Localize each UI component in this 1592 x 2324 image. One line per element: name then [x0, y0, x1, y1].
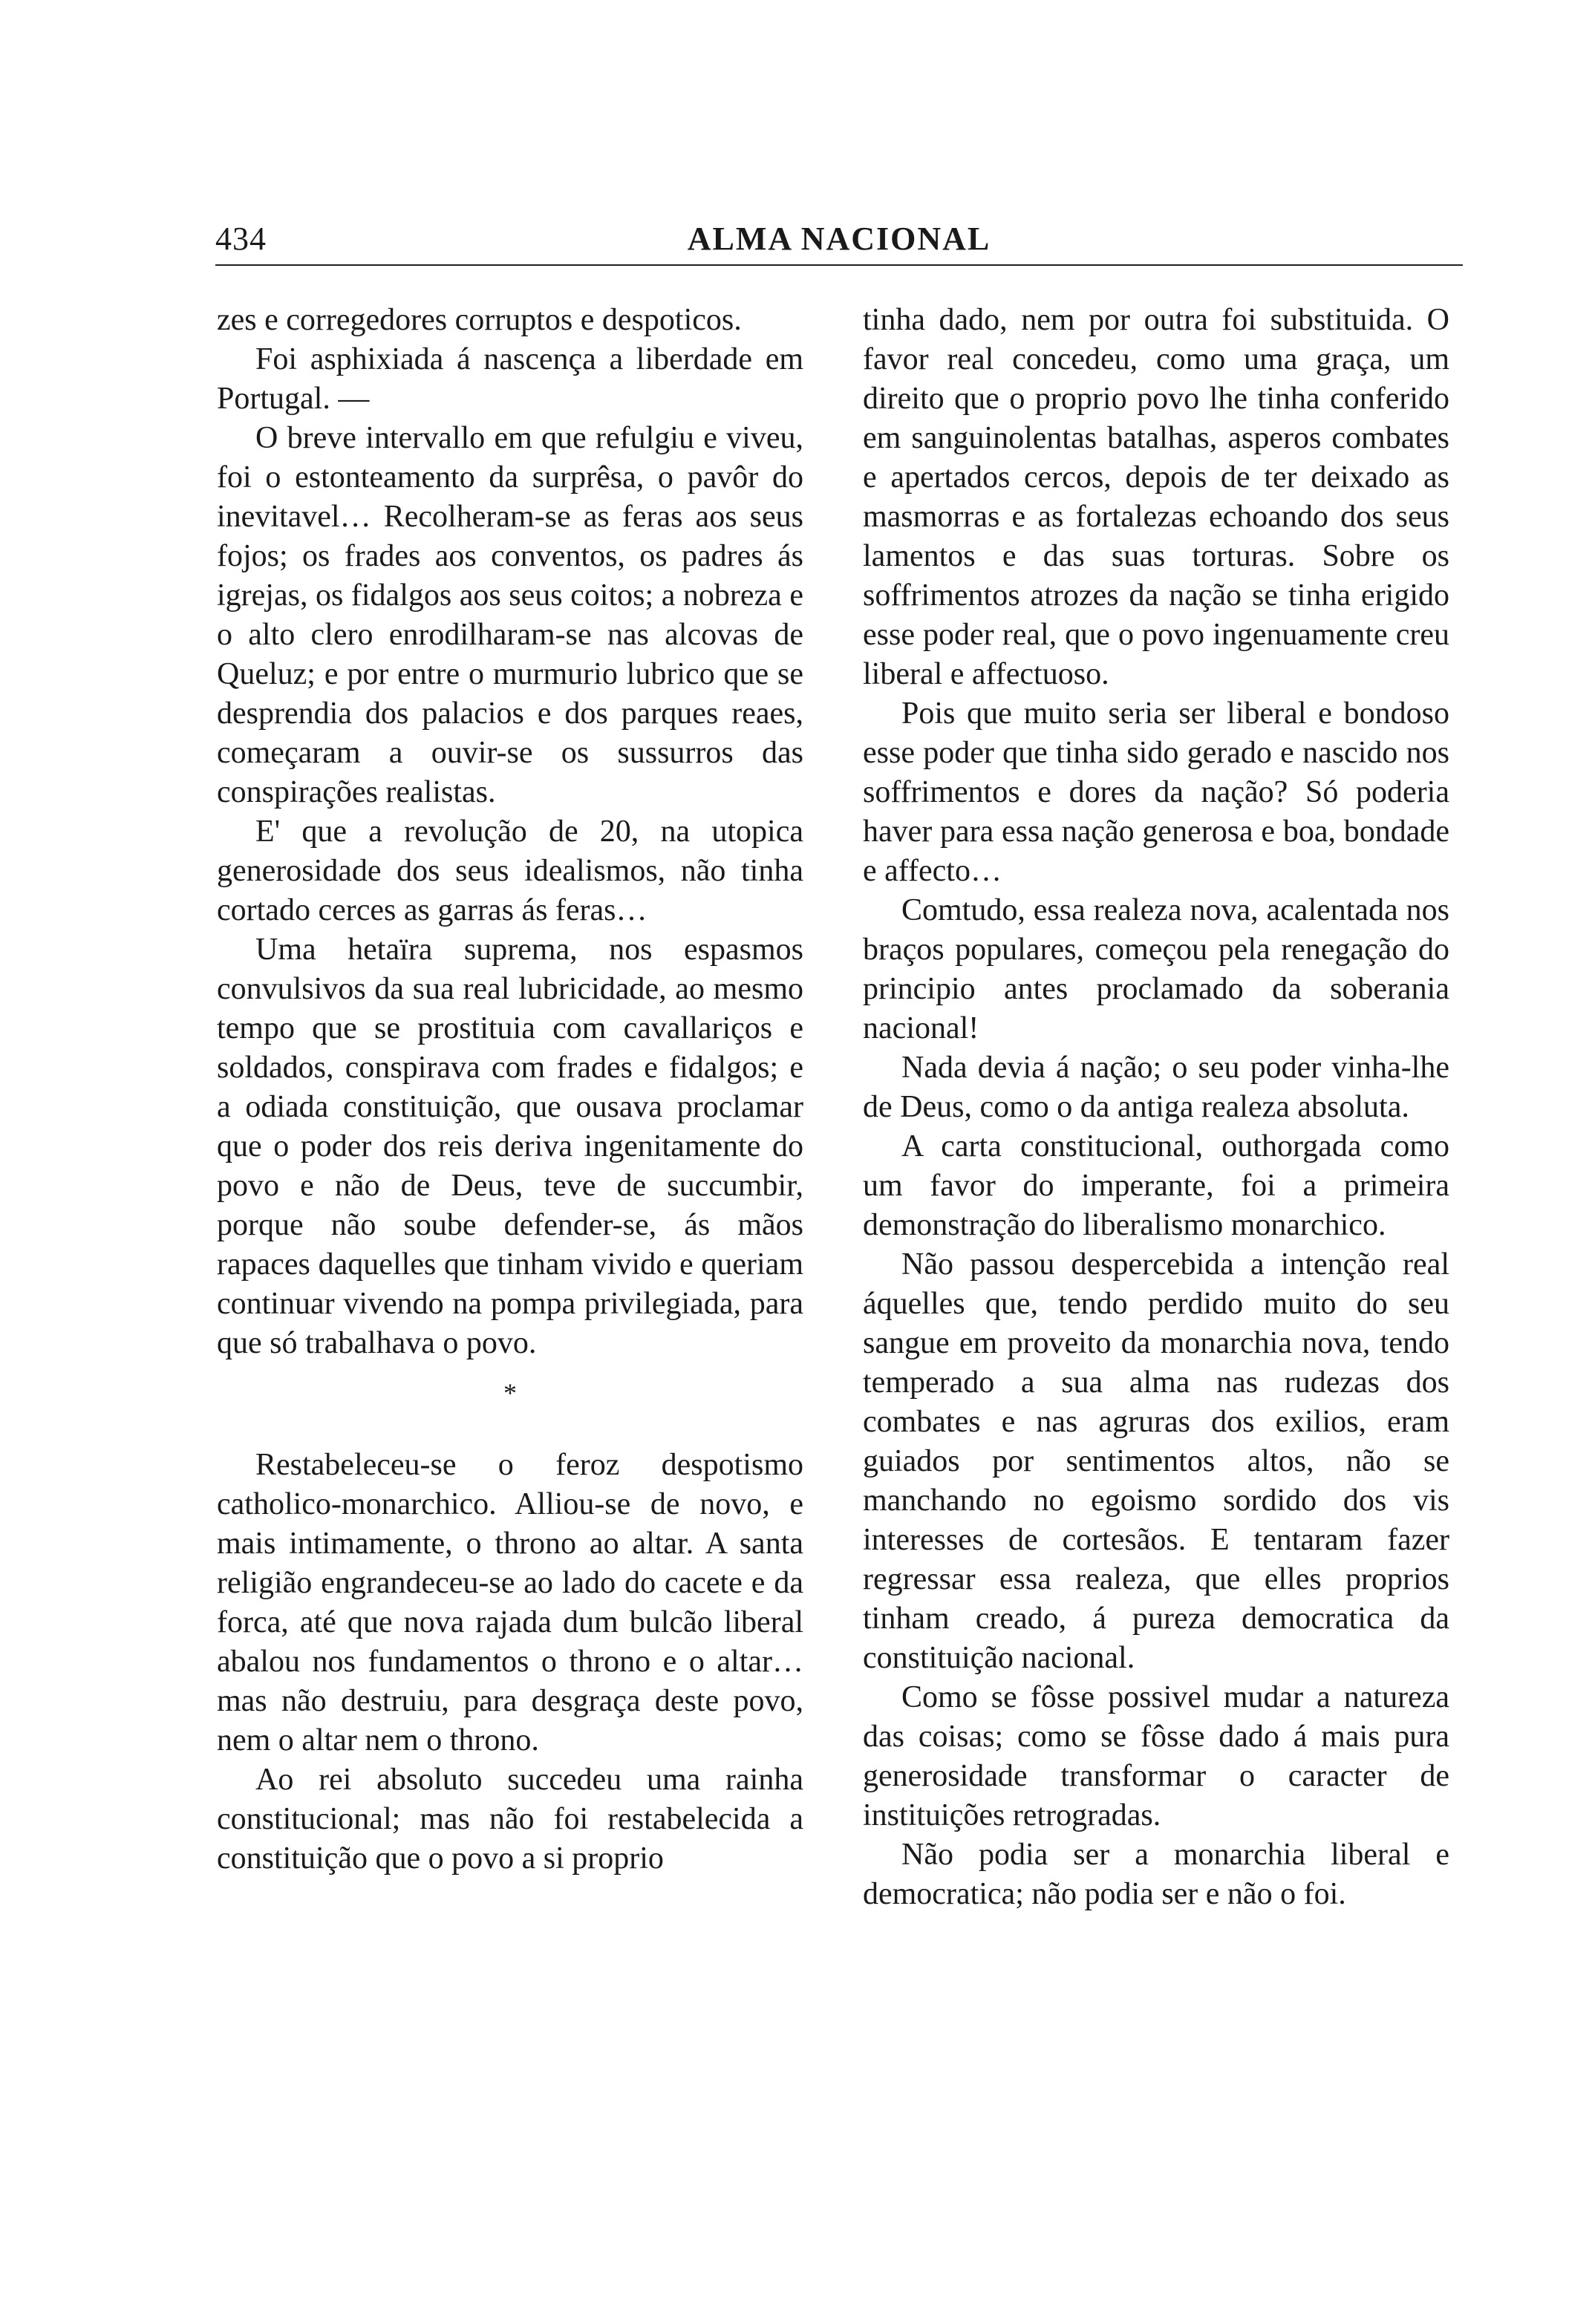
paragraph: tinha dado, nem por outra foi substituida. O favor real concedeu, como uma graça, um direito que o proprio povo lhe tinha conferido em sanguinolentas batalhas, asperos combates e apertados cercos, depois de ter deixado as masmorras e as fortalezas echoando dos seus lamentos e das suas torturas. Sobre os soffrimentos atrozes da nação se tinha erigido esse poder real, que o povo ingenuamente creu liberal e affectuoso. [863, 303, 1449, 691]
header-rule [215, 264, 1463, 266]
paragraph: Como se fôsse possivel mudar a natureza das coisas; como se fôsse dado á mais pura generosidade transformar o caracter de instituições retrogradas. [863, 1680, 1449, 1832]
right-column [863, 301, 1449, 1914]
paragraph: Nada devia á nação; o seu poder vinha-lhe de Deus, como o da antiga realeza absoluta. [863, 1051, 1449, 1124]
paragraph: Foi asphixiada á nascença a liberdade em Portugal. — [217, 342, 803, 416]
paragraph: A carta constitucional, outhorgada como um favor do imperante, foi a primeira demonstração do liberalismo monarchico. [863, 1129, 1449, 1242]
paragraph: Uma hetaïra suprema, nos espasmos convulsivos da sua real lubricidade, ao mesmo tempo que se prostituia com cavallariços e soldados, conspirava com frades e fidalgos; e a odiada constituição, que ousava proclamar que o poder dos reis deriva ingenitamente do povo e não de Deus, teve de succumbir, porque não soube defender-se, ás mãos rapaces daquelles que tinham vivido e queriam continuar vivendo na pompa privilegiada, para que só trabalhava o povo. [217, 933, 803, 1360]
paragraph: O breve intervallo em que refulgiu e viveu, foi o estonteamento da surprêsa, o pavôr do inevitavel… Recolheram-se as feras aos seus fojos; os frades aos conventos, os padres ás igrejas, os fidalgos aos seus coitos; a nobreza e o alto clero enrodilharam-se nas alcovas de Queluz; e por entre o murmurio lubrico que se desprendia dos palacios e dos parques reaes, começaram a ouvir-se os sussurros das conspirações realistas. [217, 421, 803, 809]
left-column [217, 301, 803, 1879]
paragraph: Não passou despercebida a intenção real áquelles que, tendo perdido muito do seu sangue em proveito da monarchia nova, tendo temperado a sua alma nas rudezas dos combates e nas agruras dos exilios, eram guiados por sentimentos altos, não se manchando no egoismo sordido dos vis interesses de cortesãos. E tentaram fazer regressar essa realeza, que elles proprios tinham creado, á pureza democratica da constituição nacional. [863, 1247, 1449, 1675]
paragraph: E' que a revolução de 20, na utopica generosidade dos seus idealismos, não tinha cortado cerces as garras ás feras… [217, 815, 803, 927]
paragraph: Restabeleceu-se o feroz despotismo catholico-monarchico. Alliou-se de novo, e mais intimamente, o throno ao altar. A santa religião engrandeceu-se ao lado do cacete e da forca, até que nova rajada dum bulcão liberal abalou nos fundamentos o throno e o altar… mas não destruiu, para desgraça deste povo, nem o altar nem o throno. [217, 1448, 803, 1757]
running-title: ALMA NACIONAL [687, 221, 991, 257]
page-number: 434 [215, 221, 267, 257]
paragraph: Não podia ser a monarchia liberal e democratica; não podia ser e não o foi. [863, 1838, 1449, 1911]
running-header [215, 217, 1463, 269]
paragraph: Ao rei absoluto succedeu uma rainha constitucional; mas não foi restabelecida a constituição que o povo a si proprio [217, 1763, 803, 1876]
paragraph: Pois que muito seria ser liberal e bondoso esse poder que tinha sido gerado e nascido nos soffrimentos e dores da nação? Só poderia haver para essa nação generosa e boa, bondade e affecto… [863, 696, 1449, 888]
paragraph: Comtudo, essa realeza nova, acalentada nos braços populares, começou pela renegação do principio antes proclamado da soberania nacional! [863, 893, 1449, 1045]
paragraph: zes e corregedores corruptos e despoticos. [217, 303, 742, 337]
section-break-asterisk: * [503, 1378, 517, 1408]
